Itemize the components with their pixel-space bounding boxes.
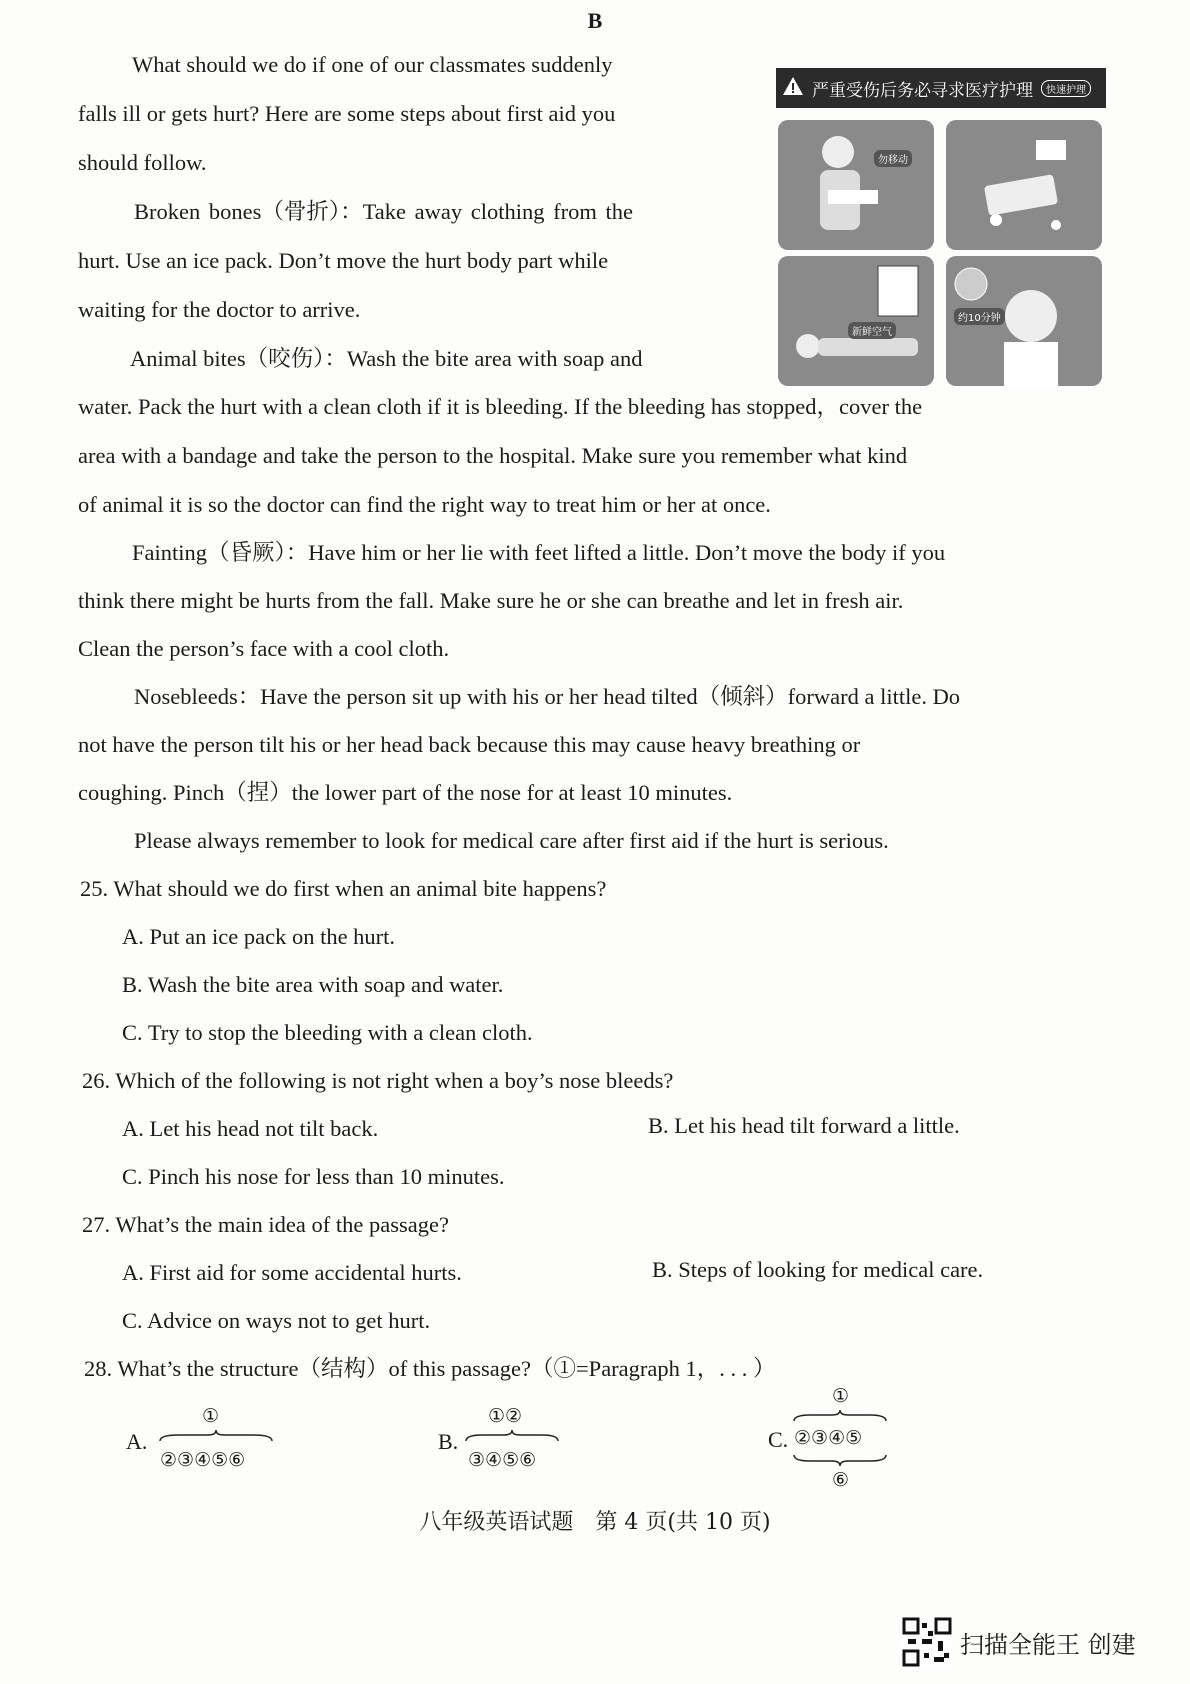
- panel-broken-bones: [778, 120, 934, 250]
- section-label: B: [587, 8, 603, 33]
- q26-option-b[interactable]: B. Let his head tilt forward a little.: [648, 1113, 960, 1138]
- panel-caption-4: 约10分钟: [954, 308, 1005, 325]
- figure-title-bar: [776, 68, 1106, 108]
- panel-animal-bites: [946, 120, 1102, 250]
- page-footer: 八年级英语试题 第 4 页(共 10 页): [419, 1510, 771, 1535]
- option-c-bottom-brace: [792, 1453, 888, 1467]
- q27-option-b[interactable]: B. Steps of looking for medical care.: [652, 1257, 984, 1282]
- option-c-top-brace: [792, 1409, 888, 1423]
- q28-option-b[interactable]: [438, 1405, 588, 1485]
- question-25: 25. What should we do first when an animal bite happens?: [80, 876, 607, 901]
- body-line-10: Please always remember to look for medical care after first aid if the hurt is serious.: [134, 828, 889, 853]
- option-c-middle: ②③④⑤: [794, 1427, 863, 1449]
- body-line-7: Nosebleeds：Have the person sit up with his or her head tilted（倾斜）forward a little. Do: [134, 684, 961, 709]
- q27-option-c[interactable]: C. Advice on ways not to get hurt.: [122, 1308, 431, 1333]
- intro-line-4: Broken bones（骨折）：Take away clothing from the: [134, 199, 633, 224]
- body-line-4: Fainting（昏厥）：Have him or her lie with feet lifted a little. Don’t move the body if you: [132, 540, 946, 565]
- q27-option-a[interactable]: A. First aid for some accidental hurts.: [122, 1260, 462, 1285]
- q26-option-a[interactable]: A. Let his head not tilt back.: [122, 1116, 379, 1141]
- q28-option-c[interactable]: [768, 1385, 918, 1495]
- body-line-5: think there might be hurts from the fall. Make sure he or she can breathe and let in fresh air.: [78, 588, 904, 613]
- question-27: 27. What’s the main idea of the passage?: [82, 1212, 449, 1237]
- panel-nosebleeds: [946, 256, 1102, 386]
- intro-line-2: falls ill or gets hurt? Here are some steps about first aid you: [78, 101, 616, 126]
- intro-line-7: Animal bites（咬伤）：Wash the bite area with soap and: [130, 346, 643, 371]
- warning-icon: [782, 76, 804, 101]
- panel-fainting: [778, 256, 934, 386]
- body-line-2: area with a bandage and take the person to the hospital. Make sure you remember what kind: [78, 443, 908, 468]
- body-line-9: coughing. Pinch（捏）the lower part of the nose for at least 10 minutes.: [78, 780, 733, 805]
- figure-title: 严重受伤后务必寻求医疗护理: [812, 80, 1033, 101]
- scanner-watermark: [902, 1617, 1136, 1667]
- option-a-label: A.: [126, 1429, 148, 1454]
- intro-line-6: waiting for the doctor to arrive.: [78, 297, 361, 322]
- q28-option-a[interactable]: [126, 1405, 276, 1485]
- panel-caption-3: 新鲜空气: [848, 322, 896, 339]
- body-line-6: Clean the person’s face with a cool cloth.: [78, 636, 450, 661]
- q25-option-a[interactable]: A. Put an ice pack on the hurt.: [122, 924, 396, 949]
- body-line-3: of animal it is so the doctor can find the right way to treat him or her at once.: [78, 492, 771, 517]
- qr-code-icon: [902, 1617, 952, 1667]
- watermark-text: 扫描全能王 创建: [960, 1630, 1136, 1659]
- option-a-brace: [158, 1429, 274, 1443]
- option-a-bottom: ②③④⑤⑥: [160, 1449, 246, 1471]
- option-b-brace: [464, 1429, 560, 1443]
- option-b-top: ①②: [488, 1405, 523, 1427]
- option-c-bottom: ⑥: [832, 1469, 850, 1491]
- figure-badge: 快速护理: [1041, 80, 1091, 97]
- intro-line-3: should follow.: [78, 150, 207, 175]
- question-28: 28. What’s the structure（结构）of this passage?（①=Paragraph 1，. . . ）: [84, 1356, 776, 1381]
- q25-option-b[interactable]: B. Wash the bite area with soap and water.: [122, 972, 504, 997]
- q25-option-c[interactable]: C. Try to stop the bleeding with a clean cloth.: [122, 1020, 533, 1045]
- option-a-top: ①: [202, 1405, 220, 1427]
- intro-line-5: hurt. Use an ice pack. Don’t move the hurt body part while: [78, 248, 609, 273]
- q26-option-c[interactable]: C. Pinch his nose for less than 10 minutes.: [122, 1164, 505, 1189]
- first-aid-figure: [776, 68, 1106, 386]
- question-26: 26. Which of the following is not right when a boy’s nose bleeds?: [82, 1068, 674, 1093]
- panel-caption-1: 勿移动: [874, 150, 912, 167]
- option-b-bottom: ③④⑤⑥: [468, 1449, 537, 1471]
- body-line-1: water. Pack the hurt with a clean cloth if it is bleeding. If the bleeding has stopped，cover the: [78, 394, 923, 419]
- option-c-top: ①: [832, 1385, 850, 1407]
- option-c-label: C.: [768, 1427, 789, 1452]
- body-line-8: not have the person tilt his or her head back because this may cause heavy breathing or: [78, 732, 861, 757]
- option-b-label: B.: [438, 1429, 459, 1454]
- intro-line-1: What should we do if one of our classmates suddenly: [132, 52, 613, 77]
